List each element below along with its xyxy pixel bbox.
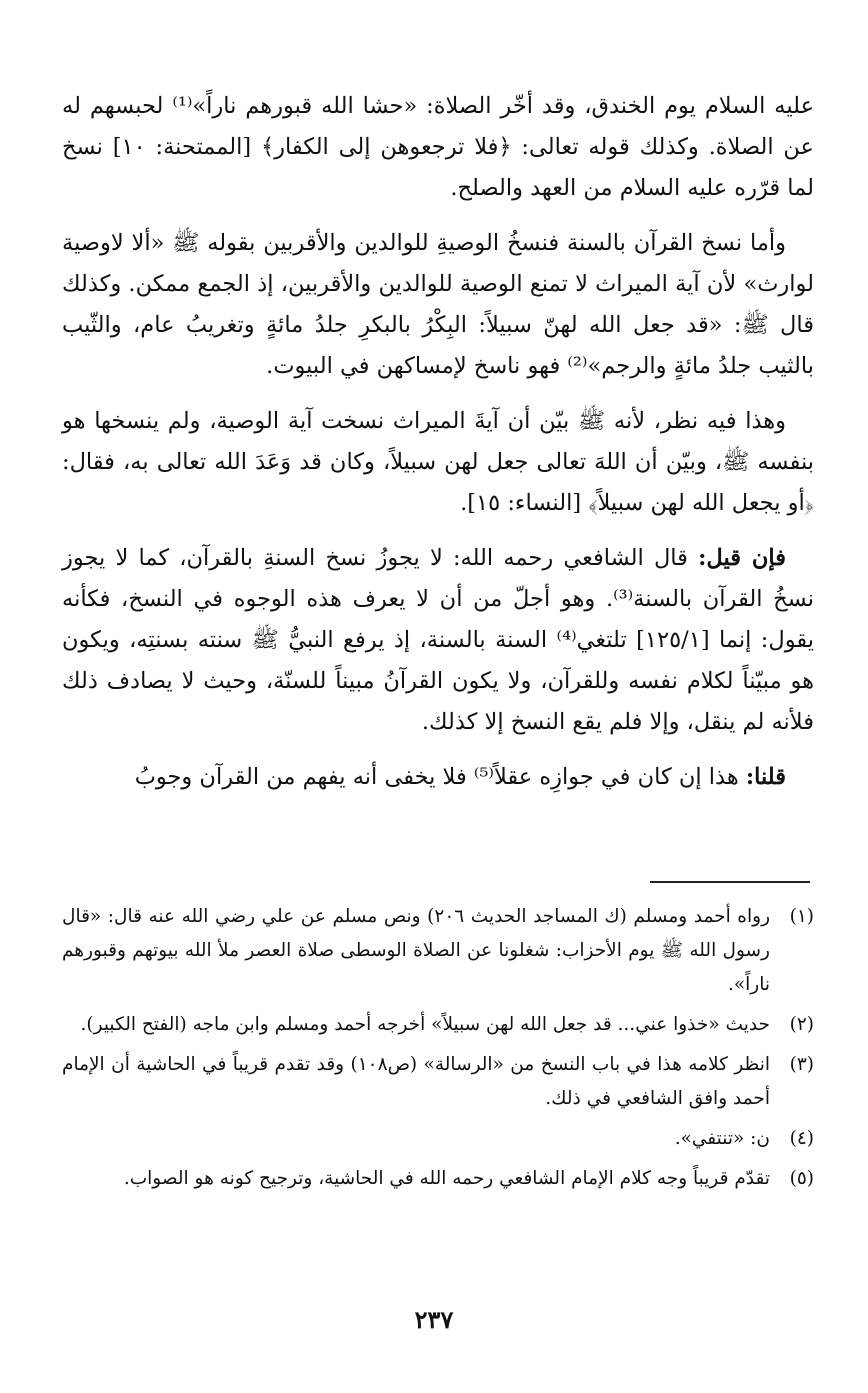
footnote-item [62, 1122, 814, 1156]
paragraph-3: وهذا فيه نظر، لأنه ﷺ بيّن أن آيةَ الميراث نسخت آية الوصية، ولم ينسخها هو بنفسه ﷺ، وبيّن أن اللهَ تعالى جعل لهن سبيلاً، وكان قد وَعَدَ الله تعالى به، فقال: ﴿أو يجعل الله لهن سبيلاً﴾ [النساء: ١٥]. [62, 408, 814, 516]
footnote-text: انظر كلامه هذا في باب النسخ من «الرسالة» (ص١٠٨) وقد تقدم قريباً في الحاشية أن الإمام أحمد وافق الشافعي في ذلك. [62, 1054, 770, 1109]
footnote-item [62, 900, 814, 1002]
footnote-item [62, 1048, 814, 1116]
footnote-number: (١) [789, 906, 814, 927]
lead-in-reply: قلنا: [745, 764, 786, 790]
page-number: ٢٣٧ [414, 1305, 454, 1334]
footnotes [62, 900, 814, 1202]
footnote-text: تقدّم قريباً وجه كلام الإمام الشافعي رحمه الله في الحاشية، وترجيح كونه هو الصواب. [123, 1168, 770, 1189]
footnote-number: (٢) [789, 1014, 814, 1035]
footnote-item [62, 1162, 814, 1196]
footnote-text: حديث «خذوا عني... قد جعل الله لهن سبيلاً» أخرجه أحمد ومسلم وابن ماجه (الفتح الكبير). [80, 1014, 770, 1035]
paragraph-2: وأما نسخ القرآن بالسنة فنسخُ الوصيةِ للوالدين والأقربين بقوله ﷺ «ألا لاوصية لوارث» لأن آية الميراث لا تمنع الوصية للوالدين والأقربين، إذ الجمع ممكن. وكذلك قال ﷺ: «قد جعل الله لهنّ سبيلاً: البِكْرُ بالبكرِ جلدُ مائةٍ وتغريبُ عام، والثّيب بالثيب جلدُ مائةٍ والرجم»⁽²⁾ فهو ناسخ لإمساكهن في البيوت. [62, 230, 814, 379]
footnote-number: (٣) [789, 1054, 814, 1075]
footnote-text: رواه أحمد ومسلم (ك المساجد الحديث ٢٠٦) ونص مسلم عن علي رضي الله عنه قال: «قال رسول الله ﷺ يوم الأحزاب: شغلونا عن الصلاة الوسطى صلاة العصر ملأ الله بيوتهم وقبورهم ناراً». [62, 906, 771, 995]
paragraph-5 [62, 757, 814, 798]
paragraph-5-text: هذا إن كان في جوازِه عقلاً⁽⁵⁾ فلا يخفى أنه يفهم من القرآن وجوبُ [134, 764, 739, 790]
footnote-item [62, 1008, 814, 1042]
main-text [62, 86, 814, 812]
paragraph-4 [62, 538, 814, 743]
footnote-number: (٥) [789, 1168, 814, 1189]
lead-in-objection: فإن قيل: [698, 545, 787, 571]
footnote-divider [650, 881, 810, 883]
footnote-text: ن: «تنتفي». [674, 1128, 770, 1149]
paragraph-4-text: قال الشافعي رحمه الله: لا يجوزُ نسخ السنةِ بالقرآن، كما لا يجوز نسخُ القرآن بالسنة⁽³⁾. وهو أجلّ من أن لا يعرف هذه الوجوه في النسخ، فكأنه يقول: إنما [١٢٥/١] تلتغي⁽⁴⁾ السنة بالسنة، إذ يرفع النبيُّ ﷺ سنته بسنتِه، ويكون هو مبيّناً لكلام نفسه وللقرآن، ولا يكون القرآنُ مبيناً للسنّة، وحيث لا يصادف ذلك فلأنه لم ينقل، وإلا فلم يقع النسخ إلا كذلك. [62, 545, 814, 735]
footnote-number: (٤) [789, 1128, 814, 1149]
paragraph-1: عليه السلام يوم الخندق، وقد أخّر الصلاة: «حشا الله قبورهم ناراً»⁽¹⁾ لحبسهم له عن الصلاة. وكذلك قوله تعالى: ﴿فلا ترجعوهن إلى الكفار﴾ [الممتحنة: ١٠] نسخ لما قرّره عليه السلام من العهد والصلح. [62, 93, 814, 201]
